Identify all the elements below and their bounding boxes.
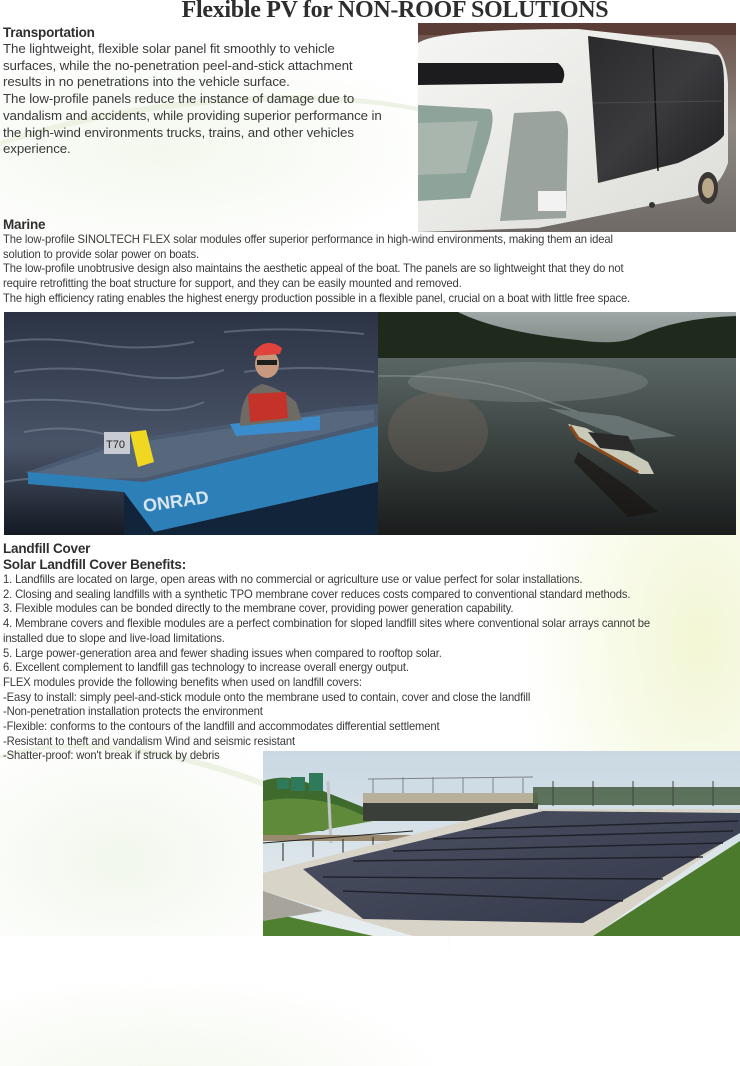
page-title: Flexible PV for NON-ROOF SOLUTIONS	[181, 0, 609, 23]
benefit-item: installed due to slope and live-load limitations.	[3, 631, 225, 645]
benefit-item: -Flexible: conforms to the contours of the landfill and accommodates differential settlement	[3, 720, 440, 734]
marine-text	[3, 233, 630, 307]
landfill-heading: Landfill Cover	[3, 541, 91, 556]
benefit-item: -Shatter-proof: won't break if struck by debris	[3, 749, 220, 763]
text-line: The high efficiency rating enables the highest energy production possible in a flexible panel, crucial on a boat with little free space.	[3, 291, 631, 305]
transportation-photo	[418, 23, 736, 232]
marine-photo-river-boat	[378, 312, 736, 535]
benefit-item: -Resistant to theft and vandalism Wind and seismic resistant	[3, 734, 295, 748]
benefit-item: -Easy to install: simply peel-and-stick module onto the membrane used to contain, cover and close the landfill	[3, 690, 531, 704]
text-line: vandalism and accidents, while providing superior performance in	[3, 107, 382, 123]
benefit-item: 6. Excellent complement to landfill gas technology to increase overall energy output.	[3, 661, 409, 675]
transportation-heading: Transportation	[3, 25, 95, 40]
landfill-solar-cover-image	[263, 751, 740, 936]
benefit-item: 4. Membrane covers and flexible modules are a perfect combination for sloped landfill sites where conventional solar arrays cannot be	[3, 617, 651, 631]
text-line: FLEX modules provide the following benefits when used on landfill covers:	[3, 675, 362, 689]
landfill-text	[3, 573, 650, 764]
text-line: The low-profile unobtrusive design also maintains the aesthetic appeal of the boat. The panels are so lightweight that they do not	[3, 262, 624, 276]
text-line: require retrofitting the boat structure for support, and they can be easily mounted and removed.	[3, 277, 462, 291]
text-line: surfaces, while the no-penetration peel-and-stick attachment	[3, 57, 353, 73]
text-line: The lightweight, flexible solar panel fit smoothly to vehicle	[3, 41, 335, 56]
river-boat-image	[378, 312, 736, 535]
marine-photo-solar-boat	[4, 312, 378, 535]
text-line: experience.	[3, 141, 71, 157]
benefit-item: 1. Landfills are located on large, open areas with no commercial or agriculture use or value perfect for solar installations.	[3, 573, 583, 586]
text-line: solution to provide solar power on boats.	[3, 247, 199, 261]
benefit-item: 3. Flexible modules can be bonded directly to the membrane cover, providing power generation capability.	[3, 602, 514, 616]
marine-heading: Marine	[3, 217, 46, 232]
text-line: results in no penetrations into the vehicle surface.	[3, 74, 290, 90]
text-line: The low-profile SINOLTECH FLEX solar modules offer superior performance in high-wind environments, making them an ideal	[3, 233, 613, 246]
landfill-photo	[263, 751, 740, 936]
text-line: the high-wind environments trucks, trains, and other vehicles	[3, 124, 354, 140]
transportation-text	[3, 41, 382, 158]
svg-text:T70: T70	[106, 439, 125, 451]
benefit-item: -Non-penetration installation protects the environment	[3, 705, 263, 719]
svg-text:ONRAD: ONRAD	[141, 486, 210, 516]
benefit-item: 5. Large power-generation area and fewer shading issues when compared to rooftop solar.	[3, 646, 442, 660]
solar-bus-image	[418, 23, 736, 232]
benefit-item: 2. Closing and sealing landfills with a synthetic TPO membrane cover reduces costs compared to conventional standard methods.	[3, 587, 631, 601]
solar-race-boat-image	[4, 312, 378, 535]
text-line: The low-profile panels reduce the instance of damage due to	[3, 91, 355, 107]
landfill-subheading: Solar Landfill Cover Benefits:	[3, 557, 187, 572]
